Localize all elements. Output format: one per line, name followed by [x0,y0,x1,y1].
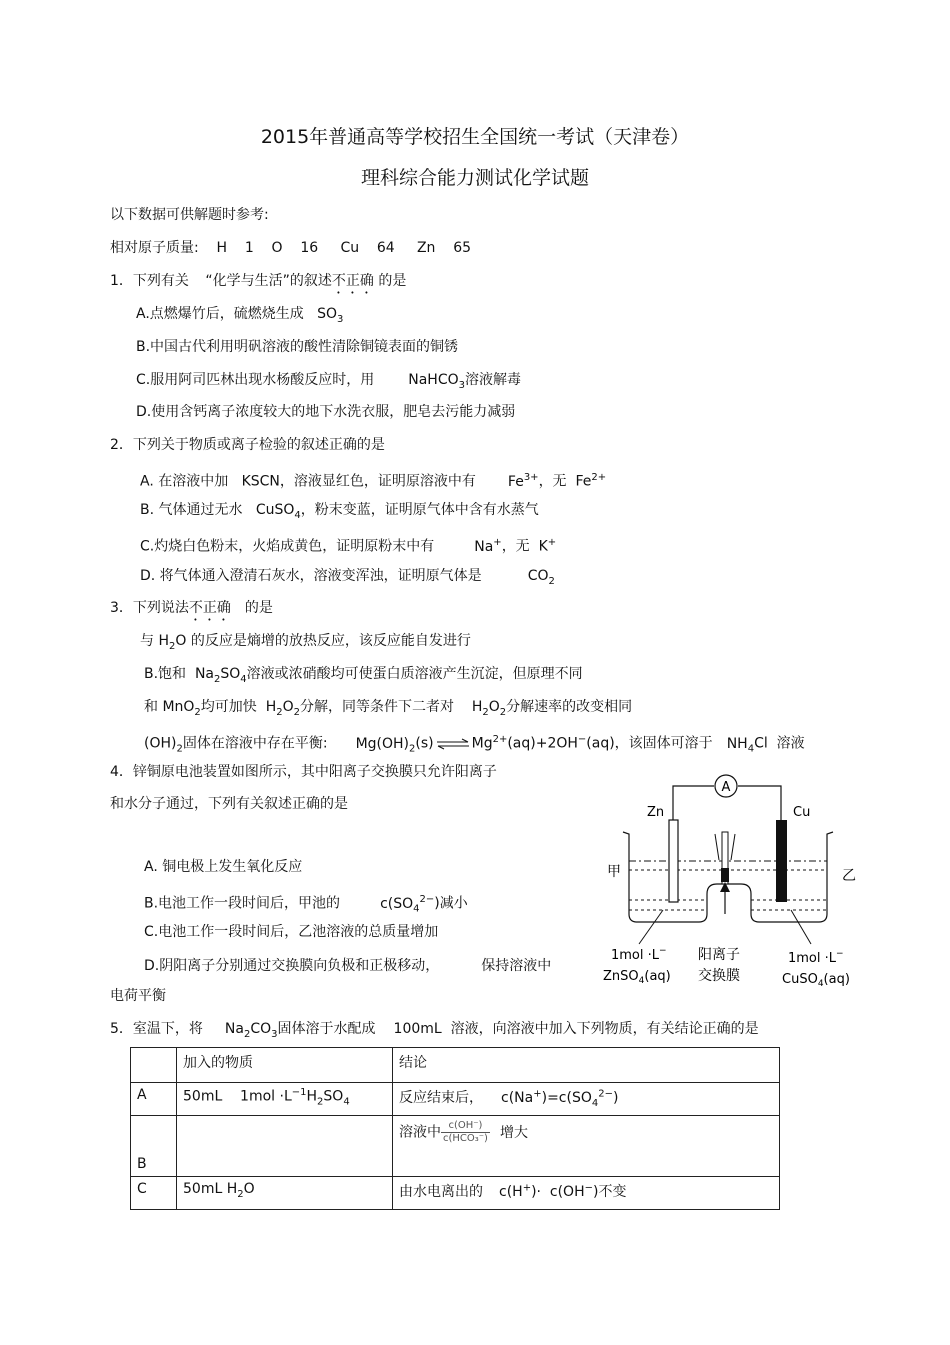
zn-electrode [669,820,678,902]
ratio-denominator: c(HCO₃⁻) [443,1133,488,1144]
q3-option-c [144,697,632,723]
table-row [131,1116,780,1177]
cu-label: Cu [793,805,811,820]
right-conc-label [788,949,844,966]
q3-c-sub2: 2 [276,706,283,718]
cu-electrode [776,820,787,902]
q4-option-c: C.电池工作一段时间后，乙池溶液的总质量增加 [144,924,439,940]
right-solution-label [782,972,850,989]
q2-c-na: Na [474,538,494,555]
q2-c-sup2: + [547,537,557,548]
q4-d-a: D.阴阳离子分别通过交换膜向负极和正极移动， [144,958,440,974]
q3-b-b: SO [220,666,241,682]
q3-d-sub1: 2 [176,743,183,755]
q3-d-b: 固体在溶液中存在平衡: [182,735,328,752]
q4-d-b: 保持溶液中 [481,958,552,974]
q3-c-sub3: 2 [293,706,301,718]
q3-d-d: (s) [415,735,434,752]
q1-stem [110,271,406,297]
q3-b-a: B.饱和 Na [144,666,215,682]
q5-stem-sub2: 3 [271,1028,278,1040]
q1-option-d: D.使用含钙离子浓度较大的地下水洗衣服，肥皂去污能力减弱 [136,404,516,420]
left-conc-sup: − [659,946,667,956]
q2-a-sup1: 3+ [523,472,539,483]
rA-sub-sup: −1 [291,1087,307,1098]
q4-b-a: B.电池工作一段时间后，甲池的 [144,895,341,912]
rC-con-c: )· c(OH [531,1184,585,1200]
right-conc-sup: − [836,949,844,959]
page-title: 2015年普通高等学校招生全国统一考试（天津卷） [260,126,690,148]
q1-stem-emph: 不正确 [331,273,374,289]
rA-sub-b: H [306,1088,318,1105]
q2-option-a [140,468,606,492]
right-sol-tail: (aq) [823,972,850,987]
q3-d-f: (aq)+2OH [507,735,578,752]
q4-b-sup: 2− [419,894,435,905]
q2-a-a: A. 在溶液中加 KSCN，溶液显红色，证明原溶液中有 [140,473,476,490]
table-cell-conclusion [393,1083,780,1116]
q3-stem-c: 的是 [244,600,273,616]
rA-con-d: ) [613,1090,619,1106]
table-cell-substance [177,1116,393,1177]
table-cell-substance [177,1083,393,1116]
q4-b-c: )减小 [434,895,468,912]
rA-con-sup1: + [533,1088,542,1100]
table-row [131,1177,780,1210]
q5-stem-c: CO [250,1021,272,1037]
q3-d-sup1: 2+ [492,734,508,745]
membrane-side-left [715,834,719,860]
table-row-label: C [131,1177,177,1210]
q2-a-b: ，无 Fe [538,473,592,490]
rC-con-a: 由水电离出的 [399,1184,483,1200]
q3-option-a [140,631,471,657]
left-conc-label [611,946,667,963]
q1-c-sub: 3 [458,379,465,391]
q2-d-sub: 2 [548,575,555,587]
right-conc-text: 1mol ·L [788,951,837,966]
rB-con-a: 溶液中 [399,1124,441,1141]
q2-b-b: ，粉末变蓝，证明原气体中含有水蒸气 [300,502,539,518]
q1-option-c [136,370,521,396]
q1-c-b: NaHCO [408,372,459,388]
atomic-mass-line: 相对原子质量: H 1 O 16 Cu 64 Zn 65 [110,240,472,256]
table-header-conclusion: 结论 [393,1048,780,1083]
q3-d-g: (aq)，该固体可溶于 [586,735,713,752]
q3-a-a: 与 H [140,633,169,649]
rC-sub-b: O [243,1181,255,1197]
table-header-substance: 加入的物质 [177,1048,393,1083]
ratio-numerator: c(OH⁻) [441,1120,490,1133]
q3-c-sub4: 2 [482,706,489,718]
q5-table [130,1047,780,1210]
rB-con-b: 增大 [499,1124,528,1141]
zn-label: Zn [647,805,665,820]
q1-a-text: A.点燃爆竹后，硫燃烧生成 SO [136,306,338,322]
left-solution-label [603,969,671,986]
membrane-side-right [731,834,735,860]
table-row [131,1083,780,1116]
q2-d-co: CO [527,568,549,584]
q3-d-sub2: 2 [409,743,416,755]
rC-con-b: c(H [499,1184,523,1200]
q4-option-b [144,890,468,919]
q1-c-c: 溶液解毒 [464,372,521,388]
table-cell-conclusion [393,1116,780,1177]
left-sol-tail: (aq) [644,969,671,984]
rA-sub-a: 50mL 1mol ·L [183,1088,292,1105]
q1-stem-b: “化学与生活”的叙述 [205,273,332,289]
table-row-label: A [131,1083,177,1116]
rC-sub-a: 50mL H [183,1181,238,1197]
rA-con-b: c(Na [501,1090,534,1106]
q3-d-e: Mg [471,735,493,752]
wire-left [673,786,714,820]
q1-c-a: C.服用阿司匹林出现水杨酸反应时，用 [136,372,375,388]
q3-d-a: (OH) [144,735,177,752]
rA-con-a: 反应结束后， [399,1090,483,1106]
q3-stem-a: 3．下列说法 [110,600,189,616]
q3-c-d: 分解，同等条件下二者对 H [300,699,483,715]
table-header-row [131,1048,780,1083]
q3-c-sub1: 2 [194,706,201,718]
intro-line: 以下数据可供解题时参考: [110,207,269,223]
table-row-label: B [131,1116,177,1177]
q4-b-b: c(SO [380,895,414,912]
q3-d-h: NH [726,735,748,752]
table-cell-conclusion [393,1177,780,1210]
q2-option-b [140,500,539,526]
left-cell-label: 甲 [607,864,621,880]
q3-c-b: 均可加快 H [200,699,277,715]
q2-a-fe: Fe [507,473,524,490]
q5-stem-e: 100mL 溶液，向溶液中加入下列物质，有关结论正确的是 [393,1021,759,1037]
q1-stem-d: 的是 [378,273,407,289]
q3-option-b [144,664,583,690]
q2-c-b: ，无 K [501,538,548,555]
q3-c-f: 分解速率的改变相同 [506,699,633,715]
q4-option-a: A. 铜电极上发生氧化反应 [144,859,303,875]
q5-stem-d: 固体溶于水配成 [277,1021,376,1037]
q2-a-sup2: 2+ [591,472,607,483]
rA-con-sup2: 2− [598,1088,613,1100]
q3-c-c: O [282,699,294,715]
q3-stem [110,598,273,624]
q3-b-sub2: 4 [240,673,247,685]
left-solution-pointer [639,910,663,944]
q3-c-a: 和 MnO [144,699,195,715]
membrane-label-2: 交换膜 [698,968,740,984]
galvanic-cell-diagram [595,772,870,997]
q1-a-sub: 3 [337,313,344,325]
q3-a-b: O 的反应是熵增的放热反应，该反应能自发进行 [175,633,471,649]
q1-option-a [136,304,343,330]
rA-con-c: )=c(SO [541,1090,592,1106]
q5-stem [110,1019,759,1045]
rC-con-sup2: − [584,1182,593,1194]
q3-a-sub: 2 [168,640,176,652]
q5-stem-b: Na [224,1021,244,1037]
q2-d-a: D. 将气体通入澄清石灰水，溶液变浑浊，证明原气体是 [140,568,482,584]
page-subtitle: 理科综合能力测试化学试题 [360,167,589,189]
rC-sub-sub: 2 [237,1188,244,1200]
left-sol-text: ZnSO [603,969,639,984]
membrane [721,868,729,882]
q2-b-sub: 4 [294,509,301,521]
left-sol-sub: 4 [638,976,645,986]
q4-option-d-cont: 电荷平衡 [110,988,166,1004]
rC-con-d: )不变 [593,1184,627,1200]
table-cell-empty [131,1048,177,1083]
q4-option-d [144,956,551,976]
q4-b-sub: 4 [413,903,420,915]
equilibrium-arrow-icon [436,738,470,750]
ratio-fraction [441,1120,490,1145]
q1-option-b: B.中国古代利用明矾溶液的酸性清除铜镜表面的铜锈 [136,339,459,355]
rA-con-sub: 4 [591,1097,599,1109]
wire-right [738,786,781,820]
right-sol-sub: 4 [817,979,824,989]
q3-d-c: Mg(OH) [355,735,410,752]
q3-c-sub5: 2 [499,706,507,718]
q3-d-sup2: − [577,734,587,745]
q2-stem: 2．下列关于物质或离子检验的叙述正确的是 [110,437,385,453]
rC-con-sup1: + [522,1182,532,1194]
q3-stem-emph: 不正确 [188,600,231,616]
ammeter-label: A [721,780,731,795]
left-conc-text: 1mol ·L [611,948,660,963]
rA-sub-sub1: 2 [317,1096,324,1108]
q2-c-sup1: + [493,537,502,548]
right-solution-pointer [791,910,811,944]
q3-b-c: 溶液或浓硝酸均可使蛋白质溶液产生沉淀，但原理不同 [246,666,583,682]
rA-sub-sub2: 4 [343,1096,350,1108]
table-cell-substance [177,1177,393,1210]
q2-c-a: C.灼烧白色粉末，火焰成黄色，证明原粉末中有 [140,538,435,555]
q2-option-d [140,566,555,592]
membrane-label-1: 阳离子 [698,947,740,963]
rA-sub-c: SO [323,1088,344,1105]
right-sol-text: CuSO [782,972,818,987]
q2-option-c [140,533,556,557]
q3-option-d [144,730,805,759]
q1-stem-a: 1．下列有关 [110,273,189,289]
q2-b-a: B. 气体通过无水 CuSO [140,502,295,518]
q3-b-sub1: 2 [214,673,221,685]
q3-d-i: Cl 溶液 [754,735,805,752]
q5-stem-a: 5．室温下，将 [110,1021,203,1037]
q4-stem-1: 4．锌铜原电池装置如图所示，其中阳离子交换膜只允许阳离子 [110,764,497,780]
q5-stem-sub1: 2 [243,1028,251,1040]
q3-c-e: O [488,699,500,715]
q4-stem-2: 和水分子通过，下列有关叙述正确的是 [110,796,348,812]
q3-d-sub3: 4 [747,743,755,755]
right-cell-label: 乙 [842,868,856,884]
